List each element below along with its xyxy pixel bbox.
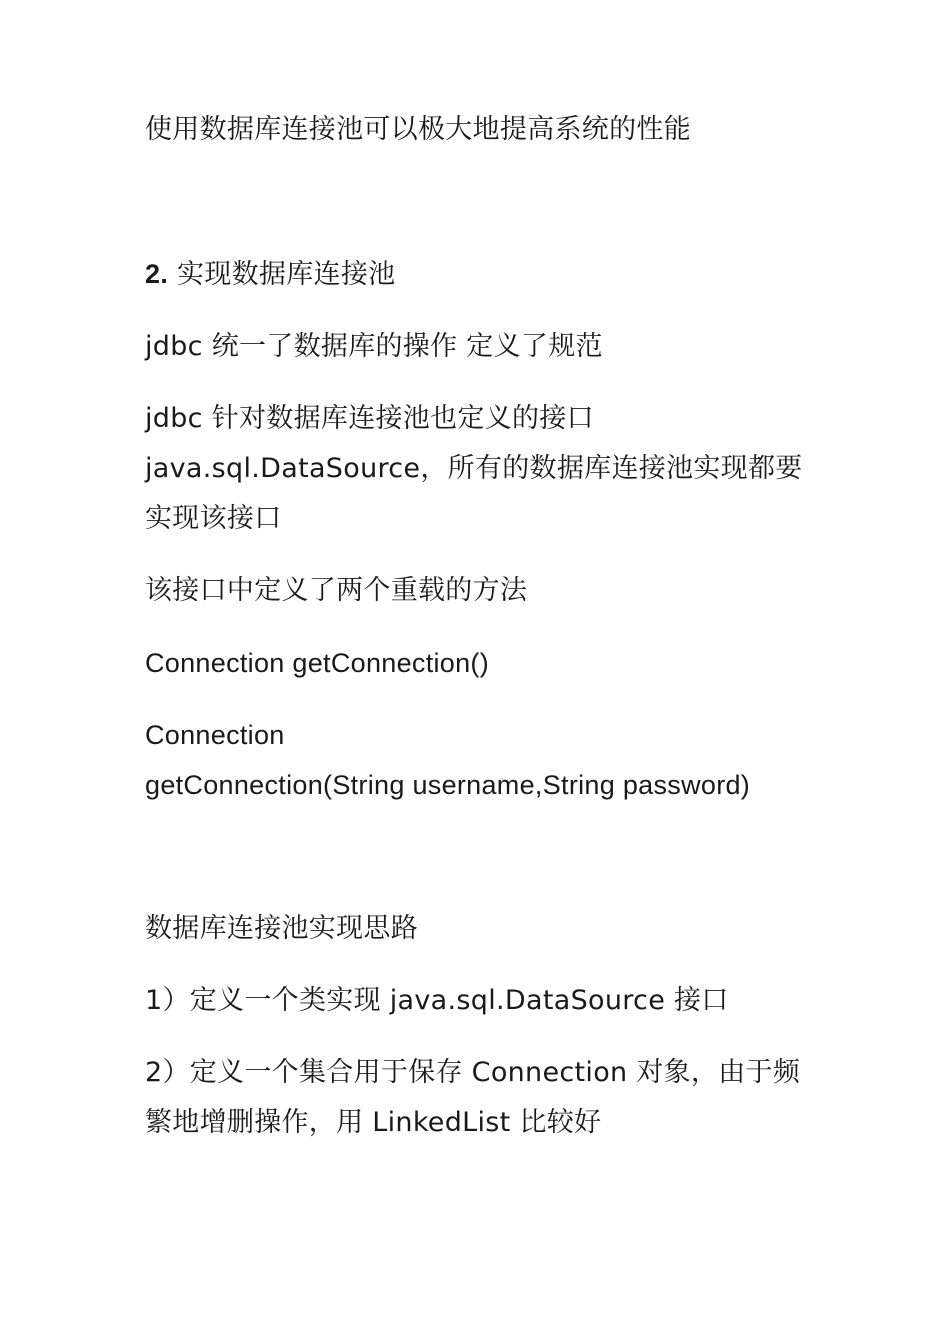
step-two-line-2: 繁地增删操作，用 LinkedList 比较好 — [145, 1107, 602, 1138]
jdbc-interface-line-2: java.sql.DataSource，所有的数据库连接池实现都要 — [145, 453, 803, 484]
method-signature-two-line-2: getConnection(String username,String password) — [145, 770, 751, 800]
approach-title: 数据库连接池实现思路 — [145, 913, 418, 944]
step-one: 1）定义一个类实现 java.sql.DataSource 接口 — [145, 985, 729, 1016]
step-two-line-1: 2）定义一个集合用于保存 Connection 对象，由于频 — [145, 1057, 801, 1088]
overload-intro-paragraph: 该接口中定义了两个重载的方法 — [145, 575, 528, 606]
section-heading — [145, 249, 825, 300]
jdbc-interface-line-1: jdbc 针对数据库连接池也定义的接口 — [145, 403, 594, 434]
intro-paragraph: 使用数据库连接池可以极大地提高系统的性能 — [145, 114, 691, 145]
jdbc-interface-line-3: 实现该接口 — [145, 503, 282, 534]
section-title: 实现数据库连接池 — [177, 259, 396, 290]
jdbc-spec-paragraph: jdbc 统一了数据库的操作 定义了规范 — [145, 331, 603, 362]
method-signature-one: Connection getConnection() — [145, 648, 490, 678]
method-signature-two-line-1: Connection — [145, 720, 285, 750]
section-number: 2. — [145, 259, 169, 289]
